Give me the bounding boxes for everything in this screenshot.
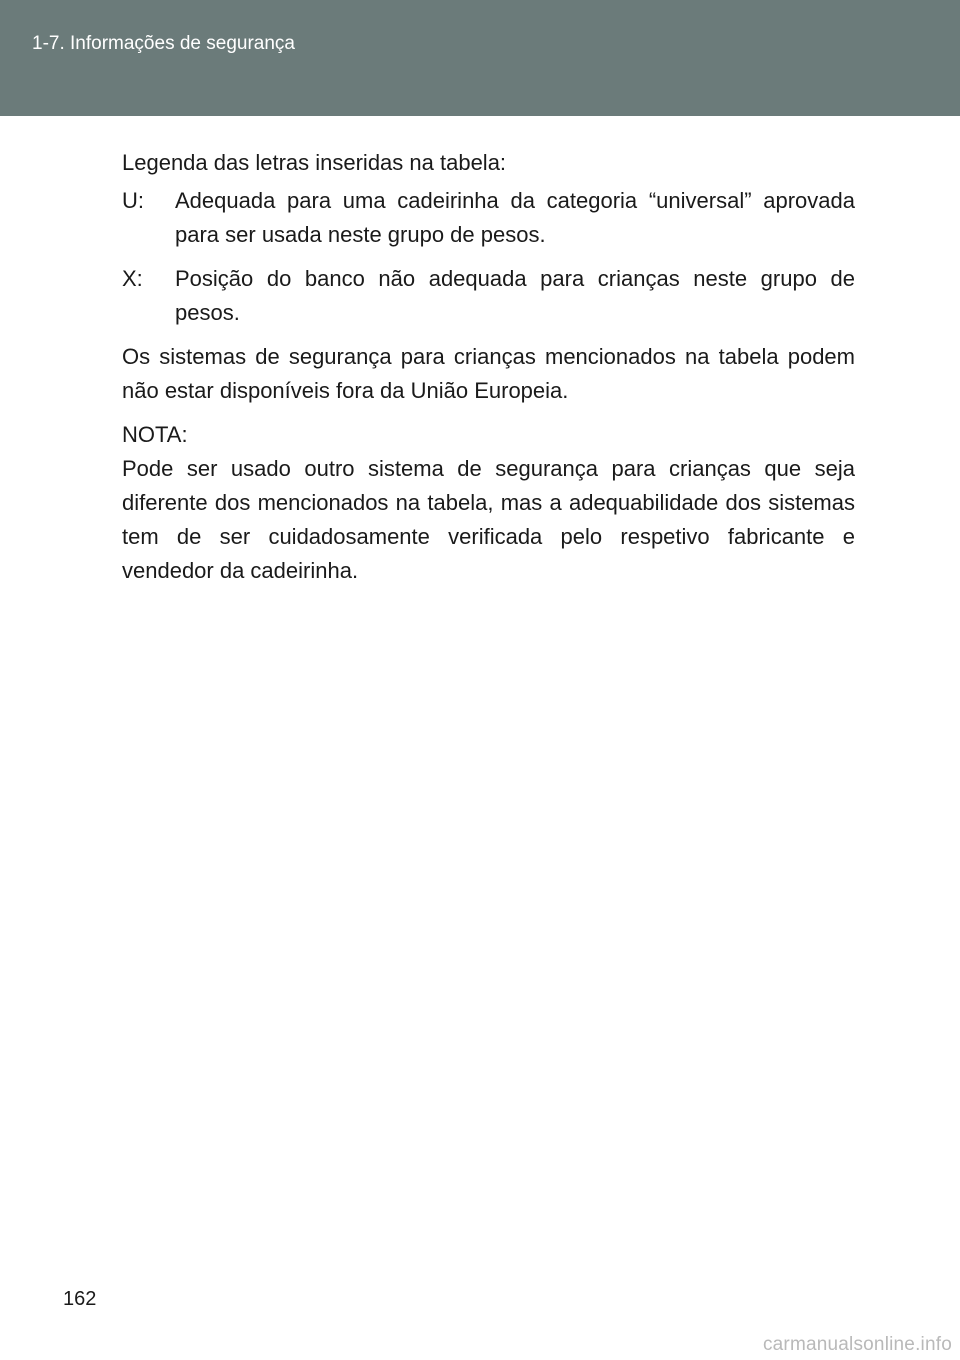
note-text: Pode ser usado outro sistema de segurança para crianças que seja diferente dos mencionados na tabela, mas a adequabilidade dos sistemas tem de ser cuidadosamente verificada pelo respetivo fabricante e vendedor da cadeirinha. [122, 456, 855, 583]
legend-item-u [122, 184, 855, 252]
eu-availability-paragraph: Os sistemas de segurança para crianças mencionados na tabela podem não estar disponíveis fora da União Europeia. [122, 344, 855, 403]
legend-title: Legenda das letras inseridas na tabela: [122, 150, 507, 175]
note-label: NOTA: [122, 422, 188, 447]
legend-text: Adequada para uma cadeirinha da categoria “universal” aprovada para ser usada neste grupo de pesos. [175, 188, 855, 247]
watermark: carmanualsonline.info [762, 1334, 952, 1355]
legend-item-x [122, 262, 855, 330]
legend-text: Posição do banco não adequada para crianças neste grupo de pesos. [175, 266, 855, 325]
section-title: 1-7. Informações de segurança [32, 33, 295, 54]
page-number: 162 [63, 1288, 97, 1310]
legend-key: X: [122, 266, 143, 291]
page-content [122, 146, 855, 598]
legend-key: U: [122, 188, 144, 213]
header-band [0, 0, 960, 116]
